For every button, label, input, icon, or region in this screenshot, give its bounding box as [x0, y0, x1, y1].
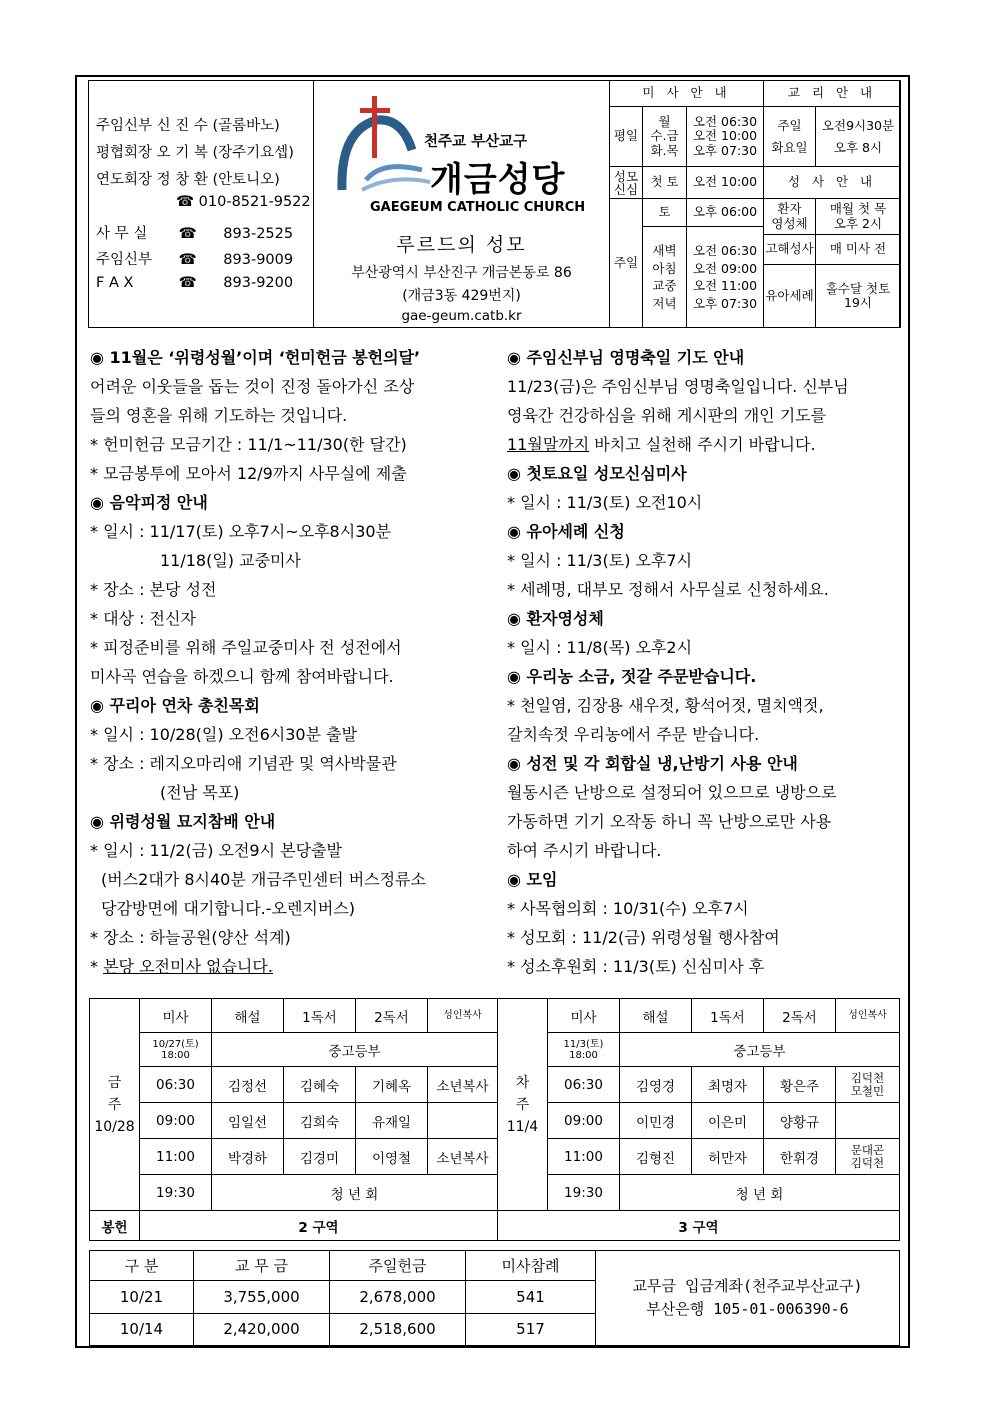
- phone-priest: 주임신부 ☎ 893-9009: [96, 252, 294, 268]
- sunday-times: 오전 06:30 오전 09:00 오전 11:00 오후 07:30: [687, 227, 764, 328]
- minister-cell: 이은미: [692, 1103, 764, 1139]
- announcement-line: 가동하면 기기 오작동 하니 꼭 난방으로만 사용: [507, 812, 832, 831]
- minister-cell: 이영철: [356, 1139, 428, 1175]
- staff-yeondo-president: 연도회장 정 창 환 (안토니오): [96, 172, 280, 188]
- minister-cell: 양황규: [764, 1103, 836, 1139]
- sacrament-when: 매월 첫 목 오후 2시: [816, 199, 901, 235]
- mass-time: 11/3(토) 18:00: [548, 1033, 620, 1067]
- next-week-label: 차 주 11/4: [498, 999, 548, 1211]
- announcement-line: (버스2대가 8시40분 개금주민센터 버스정류소: [101, 870, 426, 889]
- saturday-day: 첫 토: [643, 167, 687, 199]
- merged-cell: 청 년 회: [212, 1175, 498, 1211]
- sacrament-name: 환자 영성체: [764, 199, 816, 235]
- catechism-title: 교 리 안 내: [764, 81, 901, 107]
- church-name-en: GAEGEUM CATHOLIC CHURCH: [370, 200, 586, 215]
- merged-cell: 청 년 회: [620, 1175, 900, 1211]
- announcement-line: * 일시 : 11/2(금) 오전9시 본당출발: [90, 841, 342, 860]
- offering-this-week: 2 구역: [140, 1211, 498, 1241]
- announcement-line: 들의 영혼을 위해 기도하는 것입니다.: [90, 406, 348, 425]
- fin-cell: 517: [466, 1313, 596, 1345]
- col-header: 미사: [548, 999, 620, 1033]
- catechism-day: 주일 화요일: [764, 107, 816, 167]
- church-logo-icon: [322, 90, 432, 205]
- col-header: 1독서: [692, 999, 764, 1033]
- announcement-line: 11/18(일) 교중미사: [160, 551, 301, 570]
- sacrament-when: 홀수달 첫토 19시: [816, 265, 901, 328]
- announcement-line: 하여 주시기 바랍니다.: [507, 841, 662, 860]
- announcement-line: * 모금봉투에 모아서 12/9까지 사무실에 제출: [90, 464, 407, 483]
- section-heading: ◉ 음악피정 안내: [90, 493, 208, 512]
- col-header: 2독서: [356, 999, 428, 1033]
- announcement-line: * 피정준비를 위해 주일교중미사 전 성전에서: [90, 638, 402, 657]
- mobile-line: ☎ 010-8521-9522: [176, 194, 311, 210]
- weekday-label: 평일: [610, 107, 643, 167]
- minister-cell: 황은주: [764, 1067, 836, 1103]
- section-heading: ◉ 11월은 ‘위령성월’이며 ‘헌미헌금 봉헌의달’: [90, 348, 421, 367]
- mass-info-title: 미 사 안 내: [610, 81, 764, 107]
- announcement-line: 어려운 이웃들을 돕는 것이 진정 돌아가신 조상: [90, 377, 415, 396]
- announcement-line: 월동시즌 난방으로 설정되어 있으므로 냉방으로: [507, 783, 837, 802]
- section-heading: ◉ 성전 및 각 회합실 냉,난방기 사용 안내: [507, 754, 798, 773]
- section-heading: ◉ 위령성월 묘지참배 안내: [90, 812, 276, 831]
- fin-header: 주일헌금: [330, 1251, 466, 1281]
- mass-time: 10/27(토) 18:00: [140, 1033, 212, 1067]
- announcement-line: 미사곡 연습을 하겠으니 함께 참여바랍니다.: [90, 667, 394, 686]
- header-church: [314, 80, 609, 328]
- sunday-names: 새벽 아침 교중 저녁: [643, 227, 687, 328]
- col-header: 해설: [620, 999, 692, 1033]
- minister-cell: 소년복사: [428, 1067, 498, 1103]
- address-line2: (개금3동 429번지): [402, 288, 521, 304]
- minister-cell: [428, 1103, 498, 1139]
- announcement-line: 당감방면에 대기합니다.-오렌지버스): [101, 899, 356, 918]
- section-heading: ◉ 꾸리아 연차 총친목회: [90, 696, 260, 715]
- fin-cell: 2,420,000: [194, 1313, 330, 1345]
- offering-next-week: 3 구역: [498, 1211, 900, 1241]
- merged-cell: 중고등부: [212, 1033, 498, 1067]
- announcement-line: * 본당 오전미사 없습니다.: [90, 957, 273, 976]
- mass-time: 09:00: [140, 1103, 212, 1139]
- sacrament-name: 유아세례: [764, 265, 816, 328]
- announcement-line: * 일시 : 11/8(목) 오후2시: [507, 638, 693, 657]
- fin-cell: 10/14: [90, 1313, 194, 1345]
- mass-time: 19:30: [548, 1175, 620, 1211]
- minister-cell: 박경하: [212, 1139, 284, 1175]
- announcement-line: * 일시 : 11/3(토) 오후7시: [507, 551, 693, 570]
- minister-cell: 기혜옥: [356, 1067, 428, 1103]
- liturgy-schedule-table: [89, 998, 900, 1241]
- mass-time: 19:30: [140, 1175, 212, 1211]
- announcement-line: (전남 목포): [160, 783, 240, 802]
- announcement-line: * 일시 : 11/17(토) 오후7시~오후8시30분: [90, 522, 392, 541]
- section-heading: ◉ 유아세례 신청: [507, 522, 625, 541]
- section-heading: ◉ 우리농 소금, 젓갈 주문받습니다.: [507, 667, 757, 686]
- fin-cell: 541: [466, 1281, 596, 1313]
- this-week-label: 금 주 10/28: [90, 999, 140, 1211]
- col-header: 해설: [212, 999, 284, 1033]
- minister-cell: 김희숙: [284, 1103, 356, 1139]
- minister-cell: 임일선: [212, 1103, 284, 1139]
- minister-cell: 김혜숙: [284, 1067, 356, 1103]
- announcement-line: 영육간 건강하심을 위해 게시판의 개인 기도를: [507, 406, 827, 425]
- saturday-label: 성모 신심: [610, 167, 643, 199]
- header-contacts: [88, 80, 314, 328]
- minister-cell: [836, 1103, 900, 1139]
- mass-info-table: [609, 80, 764, 328]
- diocese-label: 천주교 부산교구: [424, 134, 528, 150]
- announcements-right: [507, 343, 907, 981]
- announcement-line: * 장소 : 레지오마리애 기념관 및 역사박물관: [90, 754, 397, 773]
- col-header: 성인복사: [836, 999, 900, 1033]
- minister-cell: 한휘경: [764, 1139, 836, 1175]
- weekday-times: 오전 06:30 오전 10:00 오후 07:30: [687, 107, 764, 167]
- mass-time: 06:30: [140, 1067, 212, 1103]
- sunday-eve-day: 토: [643, 199, 687, 227]
- minister-cell: 유재일: [356, 1103, 428, 1139]
- phone-icon: ☎: [176, 194, 195, 210]
- col-header: 1독서: [284, 999, 356, 1033]
- announcement-line: * 성모회 : 11/2(금) 위령성월 행사참여: [507, 928, 780, 947]
- website-link[interactable]: gae-geum.catb.kr: [401, 308, 522, 324]
- staff-council-president: 평협회장 오 기 복 (장주기요셉): [96, 145, 294, 161]
- weekday-days: 월 수.금 화.목: [643, 107, 687, 167]
- minister-cell: 이민경: [620, 1103, 692, 1139]
- patron-name: 루르드의 성모: [396, 234, 527, 256]
- address-line1: 부산광역시 부산진구 개금본동로 86: [351, 265, 572, 281]
- offering-label: 봉헌: [90, 1211, 140, 1241]
- catechism-time: 오전9시30분 오후 8시: [816, 107, 901, 167]
- catechism-sacraments-table: [763, 80, 901, 328]
- announcement-line: * 일시 : 10/28(일) 오전6시30분 출발: [90, 725, 358, 744]
- section-heading: ◉ 첫토요일 성모신심미사: [507, 464, 687, 483]
- sunday-eve-time: 오후 06:00: [687, 199, 764, 227]
- announcement-line: 갈치속젓 우리농에서 주문 받습니다.: [507, 725, 760, 744]
- col-header: 미사: [140, 999, 212, 1033]
- announcement-line: * 사목협의회 : 10/31(수) 오후7시: [507, 899, 749, 918]
- mass-time: 09:00: [548, 1103, 620, 1139]
- minister-cell: 김경미: [284, 1139, 356, 1175]
- phone-office: 사 무 실 ☎ 893-2525: [96, 226, 294, 242]
- sacraments-title: 성 사 안 내: [764, 167, 901, 199]
- phone-fax: F A X ☎ 893-9200: [96, 275, 294, 291]
- saturday-time: 오전 10:00: [687, 167, 764, 199]
- announcement-line: * 대상 : 전신자: [90, 609, 196, 628]
- fin-cell: 10/21: [90, 1281, 194, 1313]
- minister-cell: 김영경: [620, 1067, 692, 1103]
- announcement-line: * 천일염, 김장용 새우젓, 황석어젓, 멸치액젓,: [507, 696, 824, 715]
- fin-header: 미사참례: [466, 1251, 596, 1281]
- announcement-line: 11/23(금)은 주임신부님 영명축일입니다. 신부님: [507, 377, 849, 396]
- mass-time: 11:00: [548, 1139, 620, 1175]
- announcement-line: * 헌미헌금 모금기간 : 11/1~11/30(한 달간): [90, 435, 407, 454]
- staff-priest: 주임신부 신 진 수 (골롬바노): [96, 118, 280, 134]
- announcement-line: * 장소 : 하늘공원(양산 석계): [90, 928, 291, 947]
- minister-cell: 문대곤 김덕천: [836, 1139, 900, 1175]
- minister-cell: 소년복사: [428, 1139, 498, 1175]
- mass-time: 06:30: [548, 1067, 620, 1103]
- announcements-left: [90, 343, 495, 981]
- minister-cell: 최명자: [692, 1067, 764, 1103]
- fin-header: 교 무 금: [194, 1251, 330, 1281]
- sacrament-when: 매 미사 전: [816, 235, 901, 265]
- finance-table: [89, 1250, 900, 1346]
- announcement-line: * 성소후원회 : 11/3(토) 신심미사 후: [507, 957, 765, 976]
- minister-cell: 김덕천 모철민: [836, 1067, 900, 1103]
- section-heading: ◉ 환자영성체: [507, 609, 604, 628]
- minister-cell: 김형진: [620, 1139, 692, 1175]
- announcement-line: * 장소 : 본당 성전: [90, 580, 217, 599]
- bank-account: 교무금 입금계좌(천주교부산교구) 부산은행 105-01-006390-6: [596, 1251, 900, 1346]
- mass-time: 11:00: [140, 1139, 212, 1175]
- col-header: 성인복사: [428, 999, 498, 1033]
- sunday-label: 주일: [610, 199, 643, 328]
- fin-cell: 2,678,000: [330, 1281, 466, 1313]
- fin-cell: 3,755,000: [194, 1281, 330, 1313]
- section-heading: ◉ 주임신부님 영명축일 기도 안내: [507, 348, 745, 367]
- fin-cell: 2,518,600: [330, 1313, 466, 1345]
- phone-icon: ☎: [178, 275, 197, 291]
- minister-cell: 허만자: [692, 1139, 764, 1175]
- church-name: 개금성당: [430, 160, 566, 200]
- col-header: 2독서: [764, 999, 836, 1033]
- fin-header: 구 분: [90, 1251, 194, 1281]
- section-heading: ◉ 모임: [507, 870, 558, 889]
- merged-cell: 중고등부: [620, 1033, 900, 1067]
- announcement-line: * 일시 : 11/3(토) 오전10시: [507, 493, 703, 512]
- minister-cell: 김정선: [212, 1067, 284, 1103]
- announcement-line: * 세례명, 대부모 정해서 사무실로 신청하세요.: [507, 580, 829, 599]
- phone-icon: ☎: [178, 226, 197, 242]
- sacrament-name: 고해성사: [764, 235, 816, 265]
- announcement-line: 11월말까지 바치고 실천해 주시기 바랍니다.: [507, 435, 816, 454]
- phone-icon: ☎: [178, 252, 197, 268]
